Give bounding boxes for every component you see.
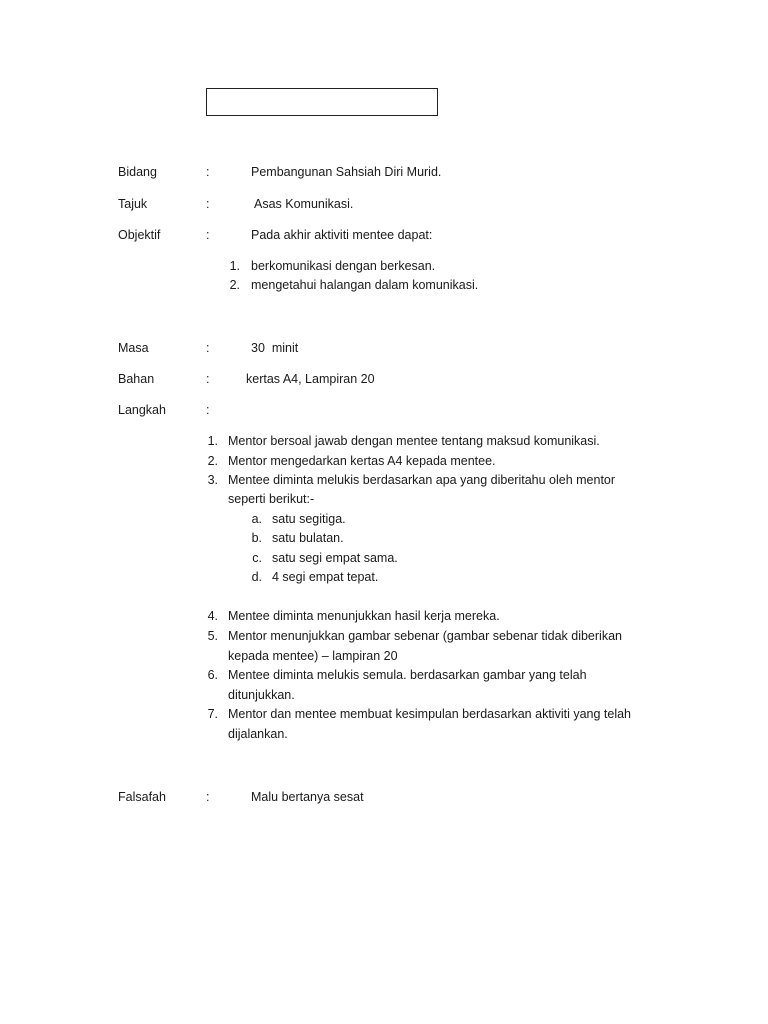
step-text: Mentee diminta melukis berdasarkan apa yang diberitahu oleh mentor bbox=[228, 473, 616, 487]
step-item bbox=[0, 432, 768, 450]
step-number: 1. bbox=[207, 434, 218, 448]
step-number: 4. bbox=[207, 609, 218, 623]
step-number: 5. bbox=[207, 629, 218, 643]
substep-letter: d. bbox=[251, 570, 262, 584]
field-value: kertas A4, Lampiran 20 bbox=[246, 372, 375, 386]
substep-item bbox=[0, 529, 768, 547]
substep-letter: b. bbox=[251, 531, 262, 545]
step-text: Mentor bersoal jawab dengan mentee tentang maksud komunikasi. bbox=[228, 434, 600, 448]
objektif-item bbox=[0, 276, 768, 294]
step-number: 2. bbox=[207, 454, 218, 468]
step-item bbox=[0, 607, 768, 625]
field-tajuk bbox=[0, 195, 768, 213]
step-continuation bbox=[0, 725, 768, 743]
field-objektif bbox=[0, 226, 768, 244]
step-text: Mentor dan mentee membuat kesimpulan berdasarkan aktiviti yang telah bbox=[228, 707, 631, 721]
step-item bbox=[0, 452, 768, 470]
field-value: 30 minit bbox=[251, 341, 299, 355]
field-label: Bahan bbox=[118, 372, 155, 386]
substep-text: satu segitiga. bbox=[272, 512, 346, 526]
list-text: mengetahui halangan dalam komunikasi. bbox=[251, 278, 479, 292]
substep-item bbox=[0, 549, 768, 567]
field-masa bbox=[0, 339, 768, 357]
step-item bbox=[0, 666, 768, 684]
list-text: berkomunikasi dengan berkesan. bbox=[251, 259, 436, 273]
list-number: 1. bbox=[229, 259, 240, 273]
step-number: 3. bbox=[207, 473, 218, 487]
step-item bbox=[0, 627, 768, 645]
field-bidang bbox=[0, 163, 768, 181]
objektif-item bbox=[0, 257, 768, 275]
step-text: Mentor menunjukkan gambar sebenar (gambar sebenar tidak diberikan bbox=[228, 629, 622, 643]
substep-item bbox=[0, 510, 768, 528]
field-label: Falsafah bbox=[118, 790, 166, 804]
step-item bbox=[0, 705, 768, 723]
field-label: Langkah bbox=[118, 403, 166, 417]
step-number: 6. bbox=[207, 668, 218, 682]
list-number: 2. bbox=[229, 278, 240, 292]
step-continuation bbox=[0, 490, 768, 508]
step-text: Mentee diminta melukis semula. berdasarkan gambar yang telah bbox=[228, 668, 587, 682]
field-colon: : bbox=[206, 228, 210, 242]
substep-text: satu segi empat sama. bbox=[272, 551, 398, 565]
field-falsafah bbox=[0, 788, 768, 806]
field-colon: : bbox=[206, 165, 210, 179]
field-label: Masa bbox=[118, 341, 149, 355]
field-value: Asas Komunikasi. bbox=[254, 197, 354, 211]
field-value: Pada akhir aktiviti mentee dapat: bbox=[251, 228, 433, 242]
step-continuation bbox=[0, 686, 768, 704]
title-box bbox=[206, 88, 438, 116]
substep-text: satu bulatan. bbox=[272, 531, 344, 545]
step-continuation bbox=[0, 647, 768, 665]
field-value: Pembangunan Sahsiah Diri Murid. bbox=[251, 165, 442, 179]
field-colon: : bbox=[206, 403, 210, 417]
field-colon: : bbox=[206, 372, 210, 386]
step-text: ditunjukkan. bbox=[228, 688, 295, 702]
step-item bbox=[0, 471, 768, 489]
substep-letter: c. bbox=[252, 551, 262, 565]
step-text: seperti berikut:- bbox=[228, 492, 315, 506]
step-text: dijalankan. bbox=[228, 727, 288, 741]
step-number: 7. bbox=[207, 707, 218, 721]
field-label: Objektif bbox=[118, 228, 161, 242]
field-colon: : bbox=[206, 790, 210, 804]
substep-text: 4 segi empat tepat. bbox=[272, 570, 379, 584]
field-langkah bbox=[0, 401, 768, 419]
field-colon: : bbox=[206, 341, 210, 355]
field-value: Malu bertanya sesat bbox=[251, 790, 364, 804]
step-text: Mentee diminta menunjukkan hasil kerja mereka. bbox=[228, 609, 500, 623]
step-text: Mentor mengedarkan kertas A4 kepada mentee. bbox=[228, 454, 496, 468]
field-label: Bidang bbox=[118, 165, 157, 179]
field-bahan bbox=[0, 370, 768, 388]
substep-letter: a. bbox=[251, 512, 262, 526]
field-label: Tajuk bbox=[118, 197, 148, 211]
substep-item bbox=[0, 568, 768, 586]
step-text: kepada mentee) – lampiran 20 bbox=[228, 649, 398, 663]
field-colon: : bbox=[206, 197, 210, 211]
